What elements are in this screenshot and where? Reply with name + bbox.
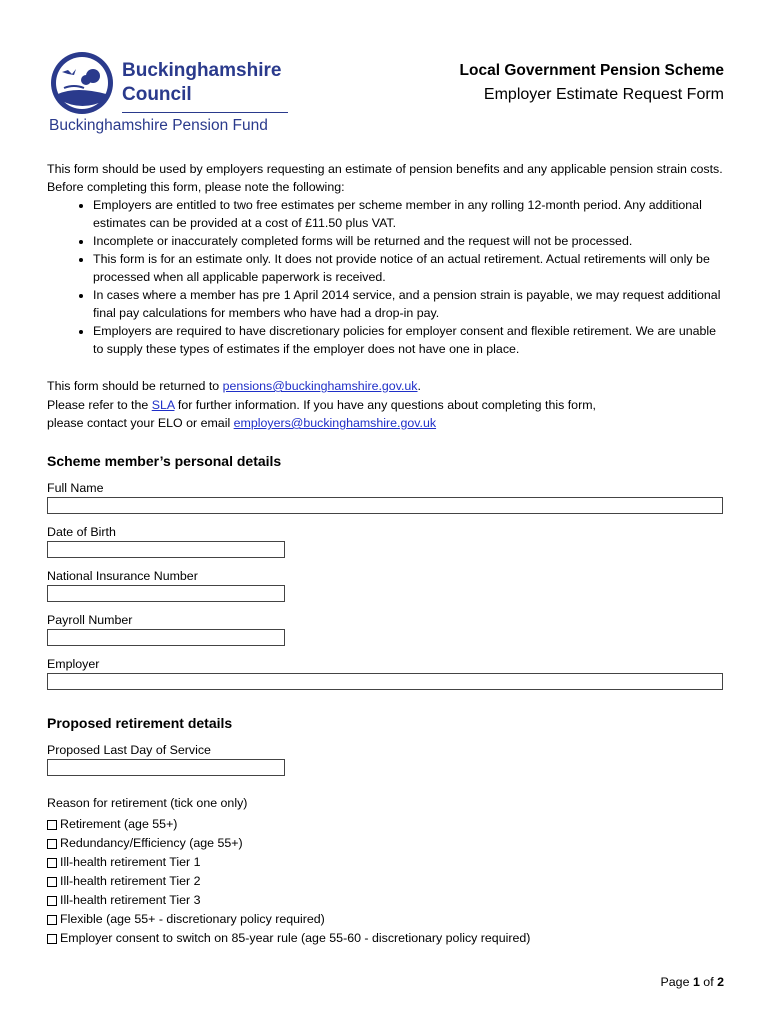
reason-option[interactable] <box>47 834 530 853</box>
reason-label: Reason for retirement (tick one only) <box>47 796 248 810</box>
dob-input[interactable] <box>47 541 285 558</box>
reason-option-label: Flexible (age 55+ - discretionary policy required) <box>60 912 325 926</box>
reason-option[interactable] <box>47 891 530 910</box>
checkbox[interactable] <box>47 915 57 925</box>
full-name-input[interactable] <box>47 497 723 514</box>
form-subtitle: Employer Estimate Request Form <box>483 86 724 103</box>
payroll-number-input[interactable] <box>47 629 285 646</box>
full-name-label: Full Name <box>47 481 104 495</box>
intro-bullet: • Employers are entitled to two free estimates per scheme member in any rolling 12-month period. Any additional estimates can be provided at a cost of £11.50 plus VAT. <box>93 196 727 232</box>
council-name-line2: Council <box>122 84 192 105</box>
form-title: Local Government Pension Scheme <box>459 62 724 79</box>
ni-number-label: National Insurance Number <box>47 569 198 583</box>
reason-option[interactable] <box>47 910 530 929</box>
contact-text: This form should be returned to <box>47 379 223 393</box>
council-logo <box>46 50 118 116</box>
checkbox[interactable] <box>47 934 57 944</box>
contact-line3 <box>47 414 727 433</box>
intro-bullet: • Incomplete or inaccurately completed forms will be returned and the request will not be processed. <box>93 232 727 250</box>
ni-number-input[interactable] <box>47 585 285 602</box>
intro-block <box>47 160 727 358</box>
employer-label: Employer <box>47 657 100 671</box>
reason-option[interactable] <box>47 815 530 834</box>
contact-text: please contact your ELO or email <box>47 416 234 430</box>
checkbox[interactable] <box>47 877 57 887</box>
brand-divider <box>122 112 288 113</box>
reason-option-label: Employer consent to switch on 85-year rule (age 55-60 - discretionary policy required) <box>60 931 531 945</box>
intro-bullet: • This form is for an estimate only. It does not provide notice of an actual retirement. Actual retirements will only be processed when all applicable paperwork is received. <box>93 250 727 286</box>
current-page: 1 <box>692 975 700 989</box>
of-word: of <box>703 975 714 989</box>
last-day-input[interactable] <box>47 759 285 776</box>
intro-bullets <box>47 196 727 358</box>
contact-text: for further information. If you have any questions about completing this form, <box>174 397 596 412</box>
reason-option[interactable] <box>47 853 530 872</box>
checkbox[interactable] <box>47 896 57 906</box>
contact-line1 <box>47 377 727 396</box>
page-number <box>661 975 724 989</box>
employers-email-link[interactable]: employers@buckinghamshire.gov.uk <box>233 416 437 430</box>
dob-label: Date of Birth <box>47 525 116 539</box>
reason-option-label: Ill-health retirement Tier 1 <box>60 855 201 869</box>
reason-option-label: Retirement (age 55+) <box>60 817 178 831</box>
checkbox[interactable] <box>47 820 57 830</box>
checkbox[interactable] <box>47 858 57 868</box>
contact-line2 <box>47 396 727 415</box>
page-word: Page <box>660 975 690 989</box>
payroll-number-label: Payroll Number <box>47 613 133 627</box>
intro-bullet: • Employers are required to have discretionary policies for employer consent and flexible retirement. We are unable to supply these types of estimates if the employer does not have one in place. <box>93 322 727 358</box>
personal-details-heading: Scheme member’s personal details <box>47 453 282 469</box>
employer-input[interactable] <box>47 673 723 690</box>
reason-option-label: Redundancy/Efficiency (age 55+) <box>60 836 243 850</box>
last-day-label: Proposed Last Day of Service <box>47 743 211 757</box>
contact-block <box>47 377 727 433</box>
council-name-line1: Buckinghamshire <box>122 60 282 81</box>
intro-bullet: • In cases where a member has pre 1 April 2014 service, and a pension strain is payable, we may request additional final pay calculations for members who have had a drop-in pay. <box>93 286 727 322</box>
contact-text: . <box>417 379 421 393</box>
fund-name: Buckinghamshire Pension Fund <box>49 117 268 134</box>
pensions-email-link[interactable]: pensions@buckinghamshire.gov.uk <box>222 379 418 393</box>
contact-text: Please refer to the <box>47 397 152 412</box>
reason-option[interactable] <box>47 872 530 891</box>
reason-option[interactable] <box>47 929 530 948</box>
reason-options <box>47 815 530 948</box>
intro-paragraph: This form should be used by employers requesting an estimate of pension benefits and any applicable pension strain costs. Before completing this form, please note the following: <box>47 162 723 194</box>
reason-option-label: Ill-health retirement Tier 2 <box>60 874 201 888</box>
retirement-details-heading: Proposed retirement details <box>47 715 233 731</box>
reason-option-label: Ill-health retirement Tier 3 <box>60 893 201 907</box>
checkbox[interactable] <box>47 839 57 849</box>
sla-link[interactable]: SLA <box>151 397 175 412</box>
total-pages: 2 <box>717 975 724 989</box>
